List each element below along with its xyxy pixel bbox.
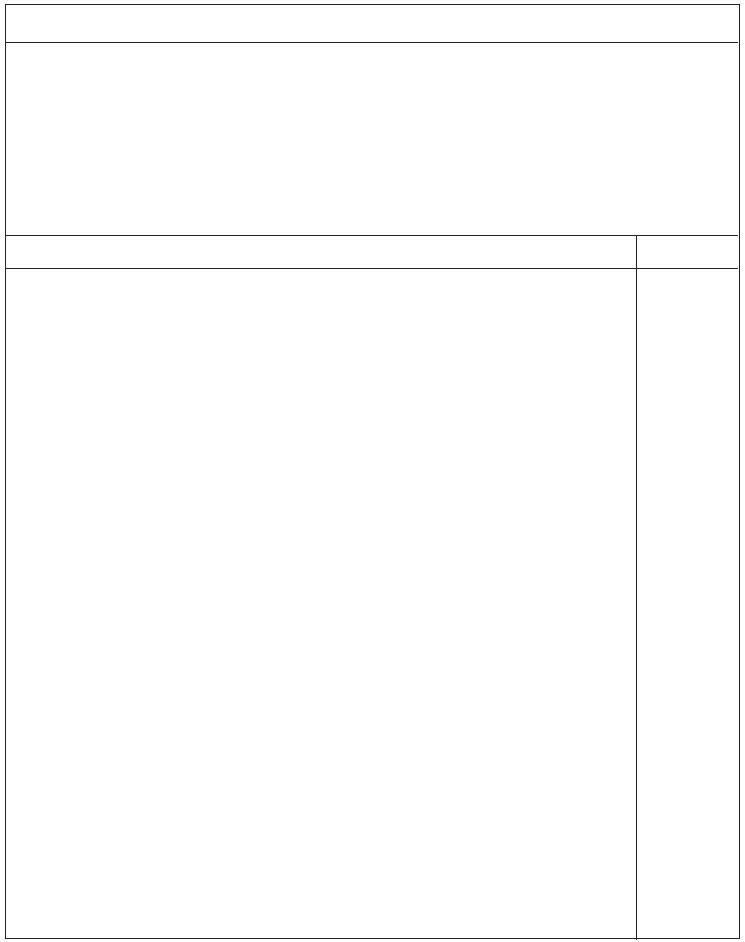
info-section	[6, 5, 738, 236]
table-header-row	[6, 236, 738, 269]
exam-sheet	[5, 4, 740, 939]
column-divider	[636, 236, 637, 940]
